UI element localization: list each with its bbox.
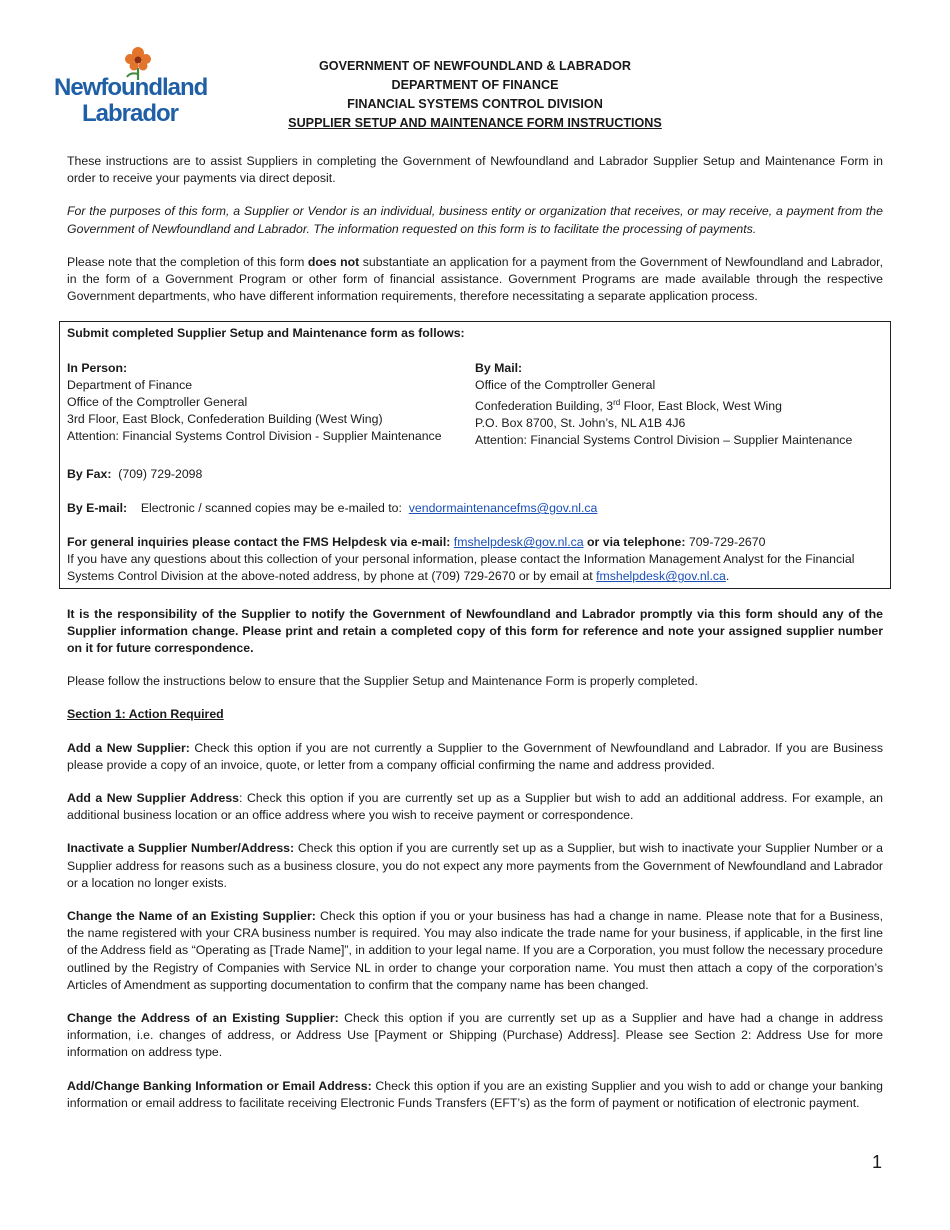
action-item-change-address xyxy=(67,1010,883,1062)
header-division: FINANCIAL SYSTEMS CONTROL DIVISION xyxy=(347,97,603,111)
by-mail-line xyxy=(475,394,883,415)
header-department: DEPARTMENT OF FINANCE xyxy=(391,78,559,92)
document-header xyxy=(240,57,710,133)
email-label: By E-mail: xyxy=(67,501,128,516)
in-person-line: Attention: Financial Systems Control Division - Supplier Maintenance xyxy=(67,428,442,443)
header-form-title: SUPPLIER SETUP AND MAINTENANCE FORM INSTRUCTIONS xyxy=(288,116,662,130)
responsibility-notice: It is the responsibility of the Supplier to notify the Government of Newfoundland and Labrador promptly via this form should any of the Supplier information change. Please print and retain a completed copy of this form for reference and note your assigned supplier number on it for future correspondence. xyxy=(67,606,883,655)
email-text: Electronic / scanned copies may be e-mailed to: xyxy=(140,501,402,516)
action-label: Add a New Supplier: xyxy=(67,740,190,755)
inquiry-label: For general inquiries please contact the FMS Helpdesk via e-mail: xyxy=(67,535,454,550)
section-1-heading: Section 1: Action Required xyxy=(67,707,224,722)
action-label: Change the Address of an Existing Supplier: xyxy=(67,1011,339,1025)
vendor-email-link[interactable]: vendormaintenancefms@gov.nl.ca xyxy=(408,501,598,516)
fax-number: (709) 729-2098 xyxy=(118,467,203,482)
in-person-line: Department of Finance xyxy=(67,377,193,392)
document-body xyxy=(67,153,883,1128)
action-text: Check this option if you are currently set up as a Supplier and have had a change in address information, i.e. changes of address, or Address Use [Payment or Shipping (Purchase) Address]. Please see Section 2: Address Use for more information on address type. xyxy=(67,1011,883,1060)
inquiry-phone-label: or via telephone: xyxy=(583,535,686,550)
mail-building: Confederation Building, 3 xyxy=(475,398,614,413)
by-mail-heading: By Mail: xyxy=(475,360,523,375)
note-text-a: Please note that the completion of this form xyxy=(67,254,308,269)
by-mail-line: Attention: Financial Systems Control Division – Supplier Maintenance xyxy=(475,432,853,447)
privacy-text: If you have any questions about this collection of your personal information, please contact the Information Management Analyst for the Financial Systems Control Division at the above-noted address, by phone at (709) 729-2670 or by email at xyxy=(67,552,855,584)
helpdesk-email-link[interactable]: fmshelpdesk@gov.nl.ca xyxy=(453,535,584,550)
action-item-add-supplier xyxy=(67,740,883,774)
in-person-line: Office of the Comptroller General xyxy=(67,394,248,409)
action-label: Inactivate a Supplier Number/Address: xyxy=(67,841,295,856)
action-text: Check this option if you are not currently a Supplier to the Government of Newfoundland and Labrador. If you are Business please provide a copy of an invoice, quote, or letter from a company official confirming the name and address provided. xyxy=(67,740,883,772)
intro-paragraph: These instructions are to assist Suppliers in completing the Government of Newfoundland and Labrador Supplier Setup and Maintenance Form in order to receive your payments via direct deposit. xyxy=(67,154,883,186)
fax-line xyxy=(67,466,883,483)
logo-word-labrador: Labrador xyxy=(82,100,179,127)
fax-label: By Fax: xyxy=(67,467,112,482)
inquiry-line xyxy=(67,534,883,551)
inquiry-phone: 709-729-2670 xyxy=(685,535,766,550)
action-text: : Check this option if you are currently set up as a Supplier but wish to add an additional address. For example, an additional business location or an office address where you wish to receive payment or correspondence. xyxy=(67,790,883,823)
action-text: Check this option if you are currently set up as a Supplier, but wish to inactivate your Supplier Number or a Supplier address for reasons such as a business closure, you do not expect any more payments from the Government of Newfoundland and Labrador or a location no longer exists. xyxy=(67,841,883,890)
privacy-period: . xyxy=(725,569,730,584)
action-label: Add/Change Banking Information or Email Address: xyxy=(67,1078,372,1093)
mail-ordinal: rd xyxy=(613,397,621,407)
by-mail-line: Office of the Comptroller General xyxy=(475,377,656,392)
action-item-add-address xyxy=(67,790,883,824)
follow-instructions: Please follow the instructions below to ensure that the Supplier Setup and Maintenance Form is properly completed. xyxy=(67,674,698,689)
action-item-banking xyxy=(67,1078,883,1112)
submission-title: Submit completed Supplier Setup and Maintenance form as follows: xyxy=(67,326,465,341)
action-label: Change the Name of an Existing Supplier: xyxy=(67,908,316,923)
supplier-definition: For the purposes of this form, a Supplier or Vendor is an individual, business entity or organization that receives, or may receive, a payment from the Government of Newfoundland and Labrador. The information requested on this form is to facilitate the processing of payments. xyxy=(67,204,883,236)
note-emphasis: does not xyxy=(307,254,360,269)
action-text: Check this option if you or your business has had a change in name. Please note that for a Business, the name registered with your CRA business number is required. You may also indicate the trade name for your business, if applicable, in the first line of the Address field as “Operating as [Trade Name]”, in addition to your legal name. If you are a Corporation, you must follow the necessary procedure outlined by the Registry of Companies with Service NL in order to change your corporation name. You must then attach a copy of the corporation’s Articles of Amendment as supporting documentation to confirm that the company name has been changed. xyxy=(67,908,883,992)
mail-floor: Floor, East Block, West Wing xyxy=(620,398,782,413)
by-mail-column xyxy=(475,360,883,450)
in-person-heading: In Person: xyxy=(67,360,128,375)
action-text: Check this option if you are an existing Supplier and you wish to add or change your banking information or email address to facilitate receiving Electronic Funds Transfers (EFT’s) as the form of payment or notification of electronic payment. xyxy=(67,1078,883,1110)
application-note xyxy=(67,254,883,306)
submission-addresses xyxy=(67,360,883,450)
in-person-column xyxy=(67,360,475,450)
nl-logo xyxy=(52,44,212,130)
note-text-b: substantiate an application for a payment from the Government of Newfoundland and Labrador, in the form of a Government Program or other form of financial assistance. Government Programs are made available through the respective Government departments, who have different information requirements, therefore necessitating a separate application process. xyxy=(67,254,883,304)
action-item-change-name xyxy=(67,908,883,994)
action-label: Add a New Supplier Address xyxy=(67,790,240,805)
submission-box xyxy=(59,321,891,588)
page-number: 1 xyxy=(871,1152,882,1172)
action-item-inactivate xyxy=(67,840,883,892)
email-line xyxy=(67,500,883,517)
in-person-line: 3rd Floor, East Block, Confederation Building (West Wing) xyxy=(67,411,383,426)
header-government: GOVERNMENT OF NEWFOUNDLAND & LABRADOR xyxy=(318,59,632,73)
privacy-note xyxy=(67,551,883,585)
logo-word-newfoundland: Newfoundland xyxy=(54,74,208,101)
by-mail-line: P.O. Box 8700, St. John’s, NL A1B 4J6 xyxy=(475,415,686,430)
privacy-email-link[interactable]: fmshelpdesk@gov.nl.ca xyxy=(596,569,726,584)
